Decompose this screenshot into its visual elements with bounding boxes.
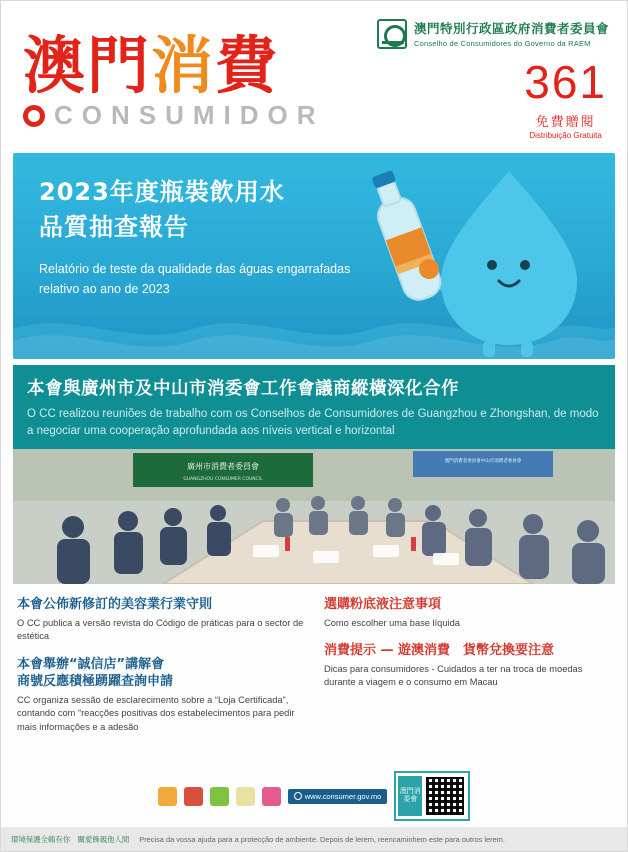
article-description: CC organiza sessão de esclarecimento sobre a “Loja Certificada”, contando com “reacções positivas dos estabelecimentos para pedir mais informações e a adesão bbox=[17, 694, 295, 732]
article-item[interactable] bbox=[17, 596, 306, 643]
feature-title-pt: O CC realizou reuniões de trabalho com os Conselhos de Consumidores de Guangzhou e Zhongshan, de modo a negociar uma cooperação aprofundada aos níveis vertical e horizontal bbox=[27, 408, 599, 437]
article-column-right bbox=[324, 596, 613, 746]
article-description: O CC publica a versão revista do Código de práticas para o sector de estética bbox=[17, 617, 304, 642]
qr-code-label: 澳門消委會 bbox=[398, 776, 422, 816]
app-icon-4-icon[interactable] bbox=[236, 787, 255, 806]
footer-note-pt: Precisa da vossa ajuda para a protecção de ambiente. Depois de lerem, reencaminhem este para outros lerem. bbox=[139, 834, 505, 844]
article-title: 選購粉底液注意事項 bbox=[324, 597, 442, 613]
website-url: www.consumer.gov.mo bbox=[304, 791, 382, 801]
footer-icon-row bbox=[1, 771, 627, 821]
article-item[interactable] bbox=[324, 596, 613, 630]
feature-photo bbox=[13, 449, 615, 584]
masthead-accent-char: 消 bbox=[151, 29, 216, 102]
article-item[interactable] bbox=[324, 642, 613, 689]
issue-block bbox=[524, 56, 607, 140]
app-icon-1-icon[interactable] bbox=[158, 787, 177, 806]
article-item[interactable] bbox=[17, 656, 306, 735]
hero-banner bbox=[13, 153, 615, 359]
issue-number: 361 bbox=[524, 56, 607, 108]
globe-icon bbox=[294, 792, 302, 800]
article-title: 本會公佈新修訂的美容業行業守則 bbox=[17, 597, 213, 613]
masthead-title-pt: CONSUMIDOR bbox=[54, 100, 325, 131]
feature-title-cn: 本會與廣州市及中山市消委會工作會議商縱橫深化合作 bbox=[27, 379, 459, 399]
article-description: Dicas para consumidores - Cuidados a ter na troca de moedas durante a viagem e o consumo em Macau bbox=[324, 663, 583, 688]
website-link[interactable] bbox=[288, 789, 388, 804]
article-columns bbox=[17, 596, 613, 746]
qr-code-icon bbox=[424, 775, 466, 817]
meeting-room-photo-illustration bbox=[13, 449, 615, 584]
masthead-title-pt-row bbox=[23, 100, 609, 131]
hero-illustration bbox=[359, 153, 609, 359]
consumer-council-logo-icon bbox=[377, 19, 407, 49]
water-drop-mascot-icon bbox=[359, 153, 609, 359]
qr-code-block[interactable] bbox=[394, 771, 470, 821]
article-title-second-line: 商號反應積極踴躍查詢申請 bbox=[17, 674, 174, 690]
svg-text:廣州市消費者委員會: 廣州市消費者委員會 bbox=[187, 462, 259, 472]
hero-text-block bbox=[13, 153, 373, 299]
article-description: Como escolher uma base líquida bbox=[324, 617, 460, 628]
masthead-title-cn: 澳門消費 bbox=[23, 29, 280, 102]
hero-title-line1: 2023年度瓶裝飲用水 bbox=[39, 178, 285, 206]
footer-bar bbox=[1, 827, 627, 851]
hero-title-line2: 品質抽查報告 bbox=[39, 212, 189, 241]
organization-block bbox=[377, 19, 609, 49]
svg-text:GUANGZHOU CONSUMER COUNCIL: GUANGZHOU CONSUMER COUNCIL bbox=[183, 477, 263, 483]
article-column-left bbox=[17, 596, 306, 746]
app-icon-3-icon[interactable] bbox=[210, 787, 229, 806]
app-icon-5-icon[interactable] bbox=[262, 787, 281, 806]
page-header bbox=[1, 1, 627, 153]
issue-free-label-pt: Distribuição Gratuita bbox=[529, 131, 602, 140]
issue-free-label-cn: 免費贈閱 bbox=[535, 114, 596, 129]
article-title: 本會舉辦“誠信店”講解會 bbox=[17, 656, 165, 672]
article-title: 消費提示 — 遊澳消費 貨幣兌換要注意 bbox=[324, 643, 555, 659]
hero-subtitle: Relatório de teste da qualidade das águas engarrafadas relativo ao ano de 2023 bbox=[39, 261, 351, 296]
organization-name-cn: 澳門特別行政區政府消費者委員會 bbox=[413, 22, 609, 36]
organization-name-pt: Conselho de Consumidores do Governo da RAEM bbox=[413, 39, 591, 48]
footer-note-cn: 環境保護全賴有你 關愛飾親他人間 bbox=[11, 834, 130, 844]
feature-headline-block bbox=[13, 365, 615, 449]
svg-text:澳門消費者委員會中山市消費者委員會: 澳門消費者委員會中山市消費者委員會 bbox=[444, 459, 522, 465]
app-icon-2-icon[interactable] bbox=[184, 787, 203, 806]
red-ring-icon bbox=[23, 105, 45, 127]
